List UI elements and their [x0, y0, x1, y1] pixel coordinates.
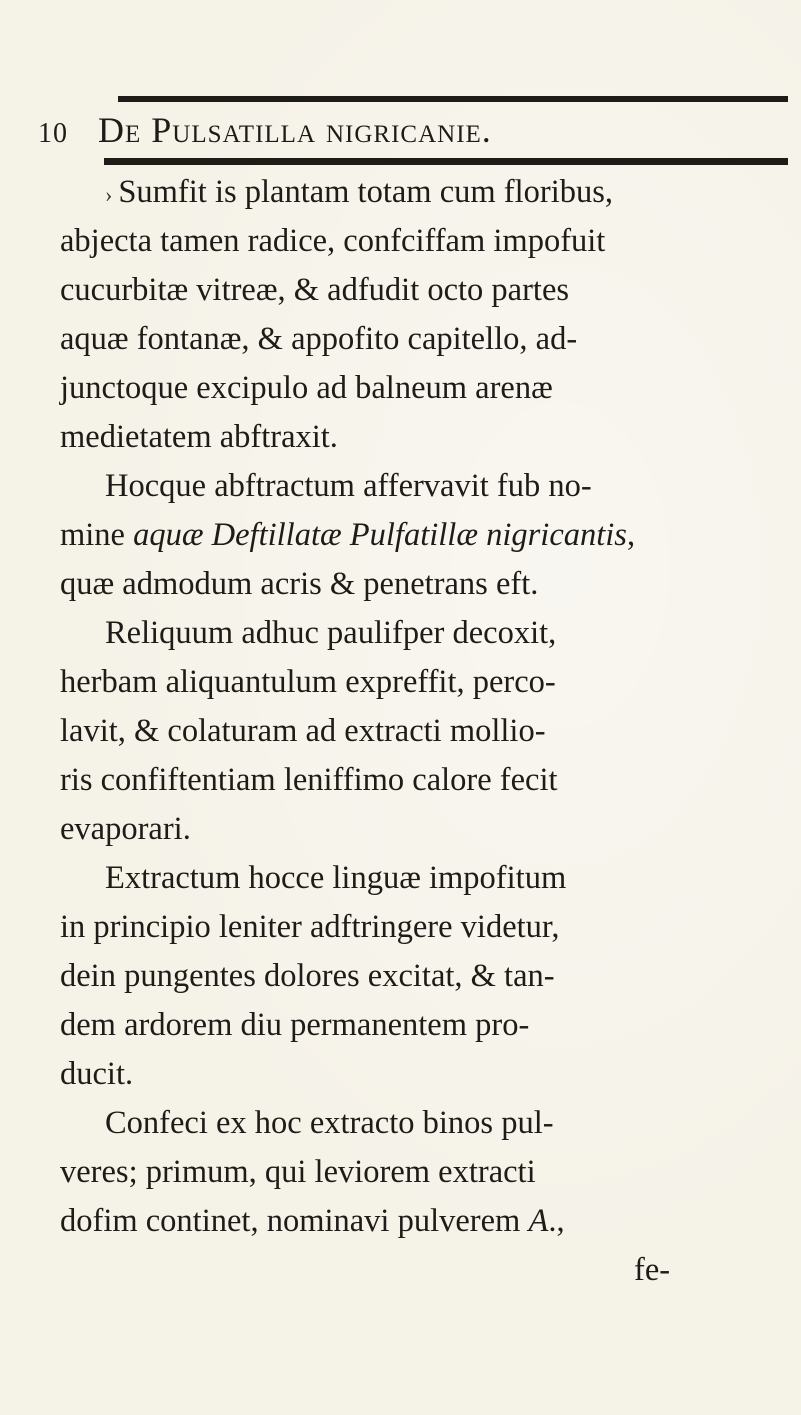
text-line-1 — [60, 168, 800, 217]
catchword: fe- — [634, 1252, 671, 1288]
text-line-13: ris confiftentiam leniffimo calore fecit — [60, 762, 558, 798]
body-text — [60, 168, 800, 1295]
text-line-21: veres; primum, qui leviorem extracti — [60, 1154, 536, 1190]
line-text: , — [626, 517, 636, 553]
text-line-2: abjecta tamen radice, confciffam impofuit — [60, 223, 606, 259]
text-line-16: in principio leniter adftringere videtur, — [60, 909, 560, 945]
text-line-9: quæ admodum acris & penetrans eft. — [60, 566, 539, 602]
text-line-11: herbam aliquantulum expreffit, perco- — [60, 664, 556, 700]
text-line-17: dein pungentes dolores excitat, & tan- — [60, 958, 555, 994]
text-line-8 — [60, 511, 800, 560]
italic-letter: A — [528, 1203, 549, 1239]
italic-name: aquæ Deftillatæ Pulfatillæ nigricantis — [133, 517, 627, 553]
line-text: mine — [60, 517, 134, 553]
line-text: Sumfit is plantam totam cum floribus, — [118, 174, 614, 210]
text-line-12: lavit, & colaturam ad extracti mollio- — [60, 713, 546, 749]
text-line-20: Confeci ex hoc extracto binos pul- — [105, 1105, 554, 1141]
text-line-22 — [60, 1197, 800, 1246]
text-line-10: Reliquum adhuc paulifper decoxit, — [105, 615, 557, 651]
page-number: 10 — [38, 118, 68, 149]
text-line-5: junctoque excipulo ad balneum arenæ — [60, 370, 553, 406]
text-line-19: ducit. — [60, 1056, 134, 1092]
text-line-7: Hocque abftractum affervavit fub no- — [105, 468, 592, 504]
running-header — [38, 104, 798, 156]
header-rule-top — [118, 96, 788, 102]
text-line-4: aquæ fontanæ, & appofito capitello, ad- — [60, 321, 578, 357]
marginal-mark: › — [105, 182, 113, 208]
text-line-18: dem ardorem diu permanentem pro- — [60, 1007, 530, 1043]
line-text: dofim continet, nominavi pulverem — [60, 1203, 529, 1239]
running-title: De Pulsatilla nigricanie. — [98, 110, 492, 150]
header-rule-bottom — [104, 158, 788, 165]
text-line-6: medietatem abftraxit. — [60, 419, 338, 455]
text-line-14: evaporari. — [60, 811, 191, 847]
text-line-15: Extractum hocce linguæ impofitum — [105, 860, 567, 896]
text-line-3: cucurbitæ vitreæ, & adfudit octo partes — [60, 272, 570, 308]
line-text: ., — [548, 1203, 565, 1239]
